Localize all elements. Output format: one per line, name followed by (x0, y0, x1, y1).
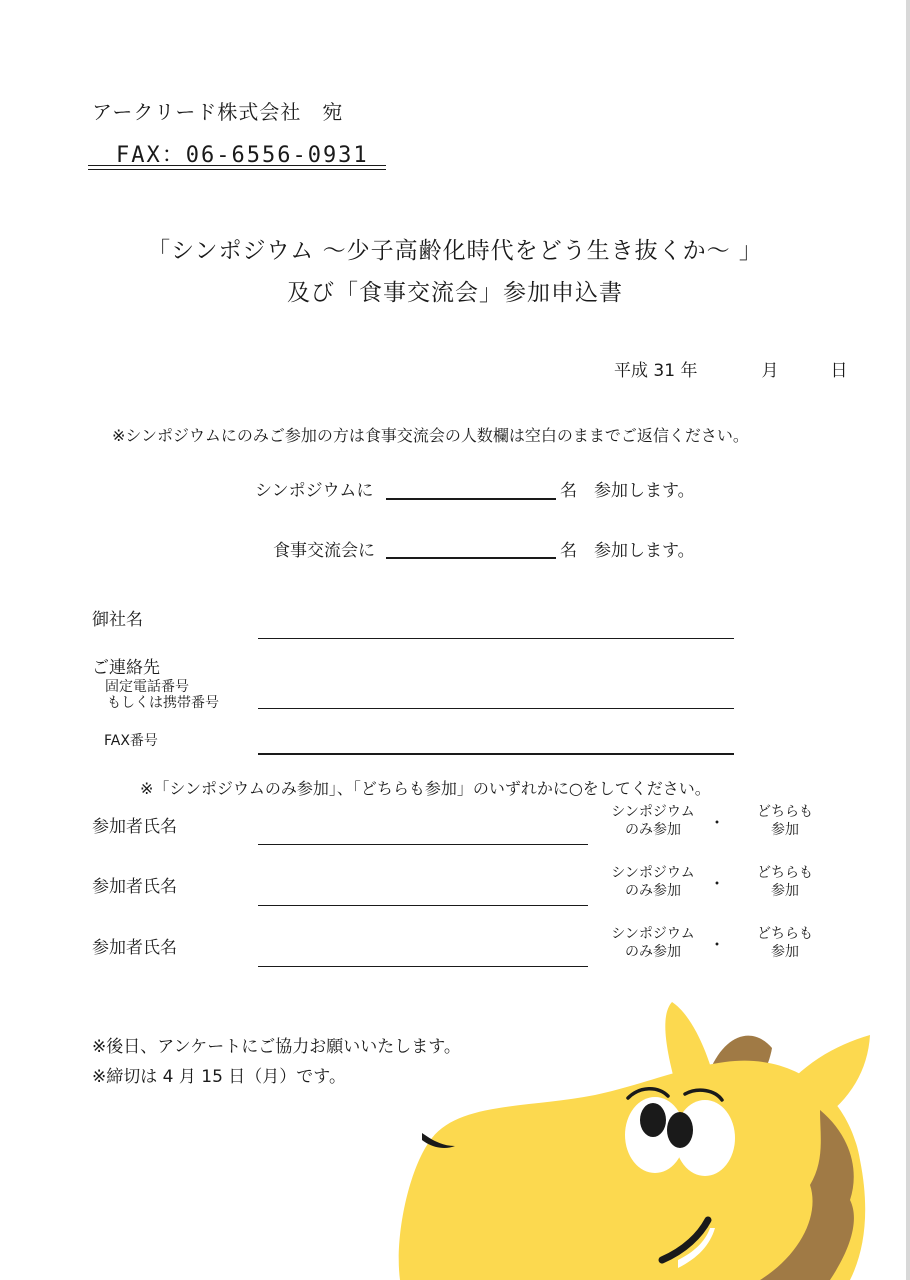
recipient: アークリード株式会社 宛 (92, 100, 344, 124)
date-year: 平成 31 年 (614, 361, 698, 381)
reply-note: ※シンポジウムにのみご参加の方は食事交流会の人数欄は空白のままでご返信ください。 (112, 426, 749, 445)
fax-underline-top (88, 165, 386, 166)
participant-name-label: 参加者氏名 (92, 938, 177, 958)
option-symposium-only[interactable]: シンポジウム のみ参加 (611, 926, 695, 960)
option-separator: ・ (709, 813, 726, 832)
dinner-count-suffix: 名 参加します。 (560, 541, 695, 561)
date-line (614, 356, 847, 381)
page-title-line1: 「シンポジウム ～少子高齢化時代をどう生き抜くか～ 」 (147, 238, 763, 264)
option-symposium-only[interactable]: シンポジウム のみ参加 (611, 865, 695, 899)
circle-note: ※「シンポジウムのみ参加」、「どちらも参加」のいずれかに○をしてください。 (140, 779, 711, 798)
option-symposium-only[interactable]: シンポジウム のみ参加 (611, 804, 695, 838)
symposium-count-field[interactable] (386, 498, 556, 500)
fax-underline-bottom (88, 169, 386, 170)
deadline-note: ※締切は 4 月 15 日（月）です。 (92, 1067, 346, 1087)
option-both[interactable]: どちらも 参加 (757, 926, 813, 960)
option-both[interactable]: どちらも 参加 (757, 804, 813, 838)
mobile-label: もしくは携帯番号 (107, 695, 219, 711)
phone-label: 固定電話番号 (105, 679, 189, 695)
symposium-count-label: シンポジウムに (255, 481, 374, 501)
participant-name-field[interactable] (258, 966, 588, 967)
option-separator: ・ (709, 874, 726, 893)
fax-field[interactable] (258, 753, 734, 755)
participant-name-label: 参加者氏名 (92, 817, 177, 837)
horse-mascot-icon (380, 990, 910, 1280)
company-label: 御社名 (92, 610, 143, 630)
fax-label: FAX番号 (104, 733, 158, 749)
participant-name-field[interactable] (258, 844, 588, 845)
option-separator: ・ (709, 935, 726, 954)
phone-field[interactable] (258, 708, 734, 709)
date-month: 月 (761, 361, 779, 381)
page-title-line2: 及び「食事交流会」参加申込書 (287, 280, 623, 306)
survey-note: ※後日、アンケートにご協力お願いいたします。 (92, 1037, 461, 1057)
fax-number: FAX：06-6556-0931 (116, 143, 369, 168)
date-day: 日 (830, 361, 848, 381)
dinner-count-field[interactable] (386, 557, 556, 559)
participant-name-field[interactable] (258, 905, 588, 906)
option-both[interactable]: どちらも 参加 (757, 865, 813, 899)
participant-name-label: 参加者氏名 (92, 877, 177, 897)
dinner-count-label: 食事交流会に (273, 541, 375, 561)
symposium-count-suffix: 名 参加します。 (560, 481, 695, 501)
company-field[interactable] (258, 638, 734, 639)
contact-label: ご連絡先 (92, 658, 160, 678)
